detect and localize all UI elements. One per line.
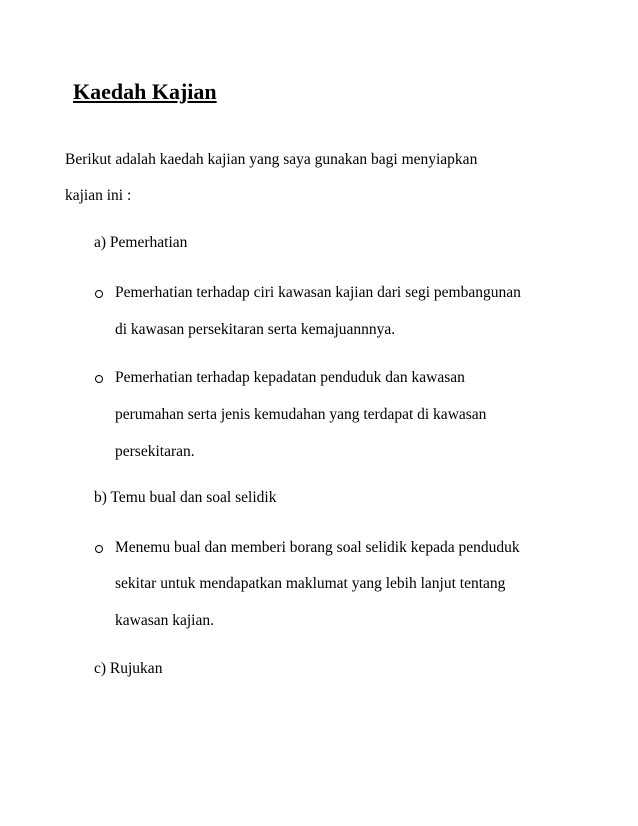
bullet-icon <box>95 290 103 298</box>
bullet-icon <box>95 545 103 553</box>
bullet-icon <box>95 375 103 383</box>
list-item-line: Pemerhatian terhadap ciri kawasan kajian dari segi pembangunan <box>115 284 521 301</box>
list-item-line: Menemu bual dan memberi borang soal selidik kepada penduduk <box>115 539 520 556</box>
intro-line-1: Berikut adalah kaedah kajian yang saya gunakan bagi menyiapkan <box>65 151 478 168</box>
section-heading-c: c) Rujukan <box>94 660 163 677</box>
page-title: Kaedah Kajian <box>73 79 217 104</box>
intro-line-2: kajian ini : <box>65 187 132 204</box>
list-item-line: kawasan kajian. <box>115 612 214 629</box>
list-item-line: persekitaran. <box>115 443 195 460</box>
section-heading-a: a) Pemerhatian <box>94 234 188 251</box>
list-item-line: Pemerhatian terhadap kepadatan penduduk dan kawasan <box>115 369 465 386</box>
section-heading-b: b) Temu bual dan soal selidik <box>94 489 277 506</box>
list-item-line: perumahan serta jenis kemudahan yang terdapat di kawasan <box>115 406 487 423</box>
list-item-line: sekitar untuk mendapatkan maklumat yang lebih lanjut tentang <box>115 575 506 592</box>
list-item-line: di kawasan persekitaran serta kemajuannnya. <box>115 321 396 338</box>
